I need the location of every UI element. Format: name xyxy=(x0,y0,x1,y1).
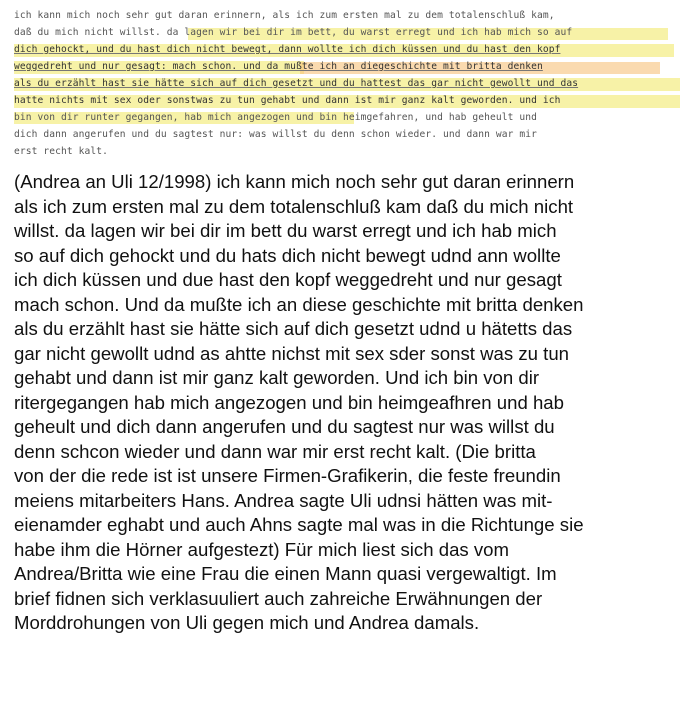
transcript-line: eienamder eghabt und auch Ahns sagte mal was in die Richtunge sie xyxy=(14,514,584,535)
transcript-line: meiens mitarbeiters Hans. Andrea sagte Uli udnsi hätten was mit- xyxy=(14,489,553,511)
transcript-line: willst. da lagen wir bei dir im bett du warst erregt und ich hab mich xyxy=(14,220,557,241)
scan-line: weggedreht und nur gesagt: mach schon. und da mußte ich an diegeschichte mit britta denken xyxy=(14,61,543,72)
transcript-line: denn schcon wieder und dann war mir erst recht kalt. (Die britta xyxy=(14,440,536,462)
transcript-line: als ich zum ersten mal zu dem totalenschluß kam daß du mich nicht xyxy=(14,195,574,217)
transcript-line: so auf dich gehockt und du hats dich nicht bewegt udnd ann wollte xyxy=(14,244,561,266)
transcript-line: von der die rede ist ist unsere Firmen-Grafikerin, die feste freundin xyxy=(14,465,561,486)
scan-line: daß du mich nicht willst. da lagen wir bei dir im bett, du warst erregt und ich hab mich so auf xyxy=(14,27,573,38)
scan-line: bin von dir runter gegangen, hab mich angezogen und bin heimgefahren, und hab geheult und xyxy=(14,112,537,123)
transcript-line: gehabt und dann ist mir ganz kalt geworden. Und ich bin von dir xyxy=(14,367,540,388)
transcript-line: (Andrea an Uli 12/1998) ich kann mich noch sehr gut daran erinnern xyxy=(14,171,575,192)
transcript-line: geheult und dich dann angerufen und du sagtest nur was willst du xyxy=(14,416,555,437)
transcript-line: gar nicht gewollt udnd as ahtte nichst mit sex sder sonst was zu tun xyxy=(14,342,569,364)
transcript-line: Andrea/Britta wie eine Frau die einen Mann quasi vergewaltigt. Im xyxy=(14,563,557,584)
scan-line: erst recht kalt. xyxy=(14,146,109,157)
scan-line: hatte nichts mit sex oder sonstwas zu tun gehabt und dann ist mir ganz kalt geworden. und ich xyxy=(14,95,561,106)
transcript-line: als du erzählt hast sie hätte sich auf dich gesetzt udnd u hätetts das xyxy=(14,318,573,339)
transcript-paragraph xyxy=(14,170,680,636)
transcript-line: ich dich küssen und due hast den kopf weggedreht und nur gesagt xyxy=(14,269,562,290)
scan-line: als du erzählt hast sie hätte sich auf dich gesetzt und du hattest das gar nicht gewollt und das xyxy=(14,78,579,89)
transcript-line: ritergegangen hab mich angezogen und bin heimgeafhren und hab xyxy=(14,391,564,413)
transcript-line: habe ihm die Hörner aufgestezt) Für mich liest sich das vom xyxy=(14,538,510,560)
transcript-line: Morddrohungen von Uli gegen mich und Andrea damals. xyxy=(14,612,480,633)
transcript-line: mach schon. Und da mußte ich an diese geschichte mit britta denken xyxy=(14,293,584,315)
transcript-line: brief fidnen sich verklasuuliert auch zahreiche Erwähnungen der xyxy=(14,587,543,609)
scan-line: dich gehockt, und du hast dich nicht bewegt, dann wollte ich dich küssen und du hast den kopf xyxy=(14,44,561,55)
scanned-letter-excerpt xyxy=(0,0,684,170)
scan-line: ich kann mich noch sehr gut daran erinnern, als ich zum ersten mal zu dem totalenschluß kam, xyxy=(14,10,555,21)
scan-line: dich dann angerufen und du sagtest nur: was willst du denn schon wieder. und dann war mir xyxy=(14,129,537,140)
